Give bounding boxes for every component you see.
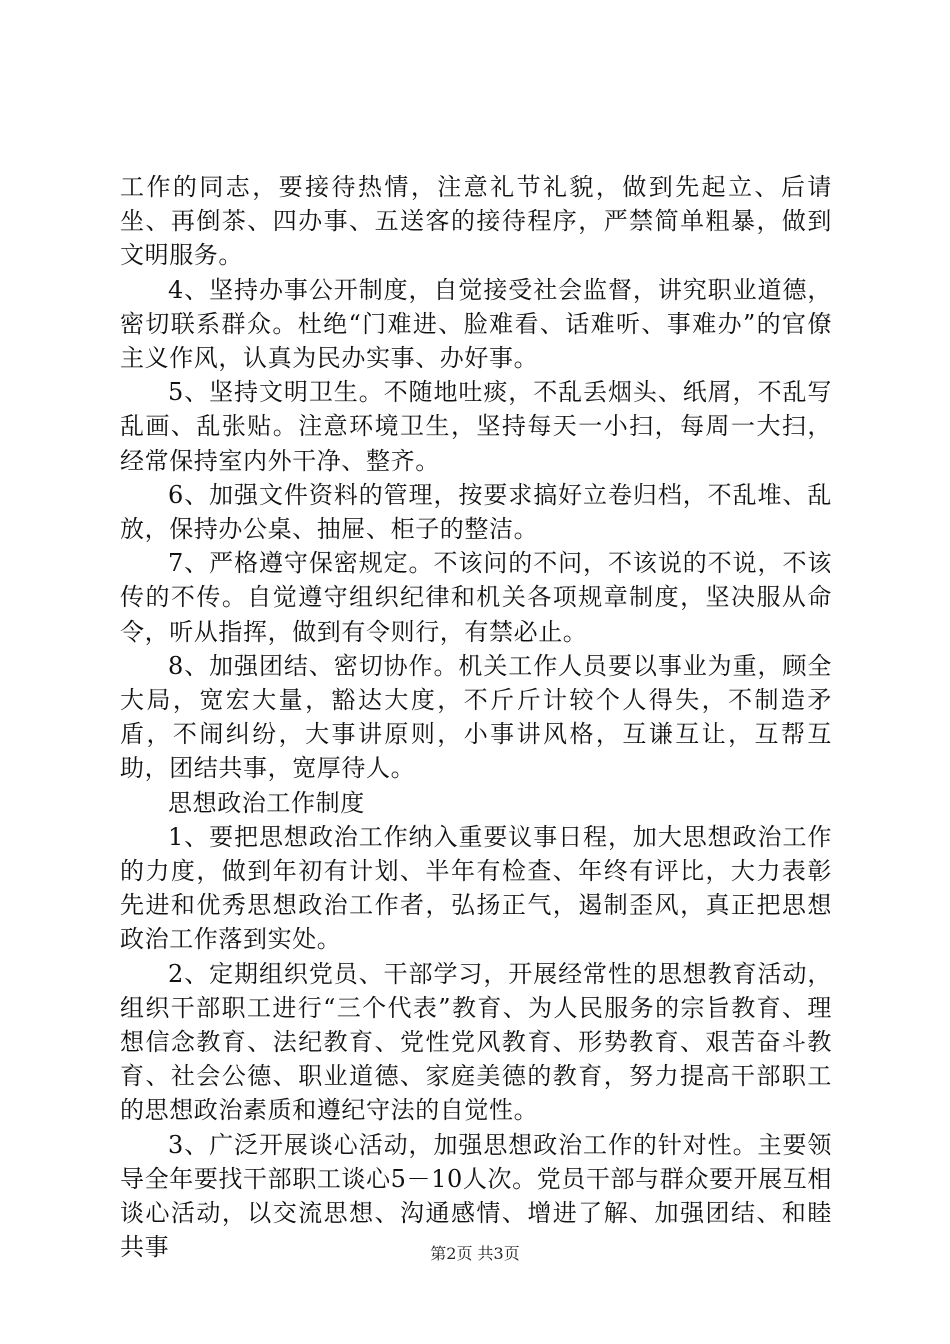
paragraph-7: 1、要把思想政治工作纳入重要议事日程，加大思想政治工作的力度，做到年初有计划、半年有检查、年终有评比，大力表彰先进和优秀思想政治工作者，弘扬正气，遏制歪风，真正把思想政治工作落到实处。 <box>120 822 832 954</box>
paragraph-3: 5、坚持文明卫生。不随地吐痰，不乱丢烟头、纸屑，不乱写乱画、乱张贴。注意环境卫生，坚持每天一小扫，每周一大扫，经常保持室内外干净、整齐。 <box>120 378 832 475</box>
paragraph-1: 工作的同志，要接待热情，注意礼节礼貌，做到先起立、后请坐、再倒茶、四办事、五送客的接待程序，严禁简单粗暴，做到文明服务。 <box>120 173 832 270</box>
section-heading: 思想政治工作制度 <box>168 788 365 817</box>
page-number-label: 第2页 共3页 <box>430 1244 520 1263</box>
paragraph-6: 8、加强团结、密切协作。机关工作人员要以事业为重，顾全大局，宽宏大量，豁达大度，不斤斤计较个人得失，不制造矛盾，不闹纠纷，大事讲原则，小事讲风格，互谦互让，互帮互助，团结共事，宽厚待人。 <box>120 651 832 783</box>
paragraph-2: 4、坚持办事公开制度，自觉接受社会监督，讲究职业道德，密切联系群众。杜绝“门难进、脸难看、话难听、事难办”的官僚主义作风，认真为民办实事、办好事。 <box>120 275 832 373</box>
paragraph-5: 7、严格遵守保密规定。不该问的不问，不该说的不说，不该传的不传。自觉遵守组织纪律和机关各项规章制度，坚决服从命令，听从指挥，做到有令则行，有禁必止。 <box>120 549 832 646</box>
page-footer <box>0 1244 950 1264</box>
paragraph-4: 6、加强文件资料的管理，按要求搞好立卷归档，不乱堆、乱放，保持办公桌、抽屉、柜子的整洁。 <box>120 480 832 544</box>
paragraph-9: 3、广泛开展谈心活动，加强思想政治工作的针对性。主要领导全年要找干部职工谈心5－10人次。党员干部与群众要开展互相谈心活动，以交流思想、沟通感情、增进了解、加强团结、和睦共事 <box>120 1130 832 1262</box>
paragraph-8: 2、定期组织党员、干部学习，开展经常性的思想教育活动，组织干部职工进行“三个代表”教育、为人民服务的宗旨教育、理想信念教育、法纪教育、党性党风教育、形势教育、艰苦奋斗教育、社会公德、职业道德、家庭美德的教育，努力提高干部职工的思想政治素质和遵纪守法的自觉性。 <box>120 959 832 1125</box>
document-body <box>120 170 832 1265</box>
